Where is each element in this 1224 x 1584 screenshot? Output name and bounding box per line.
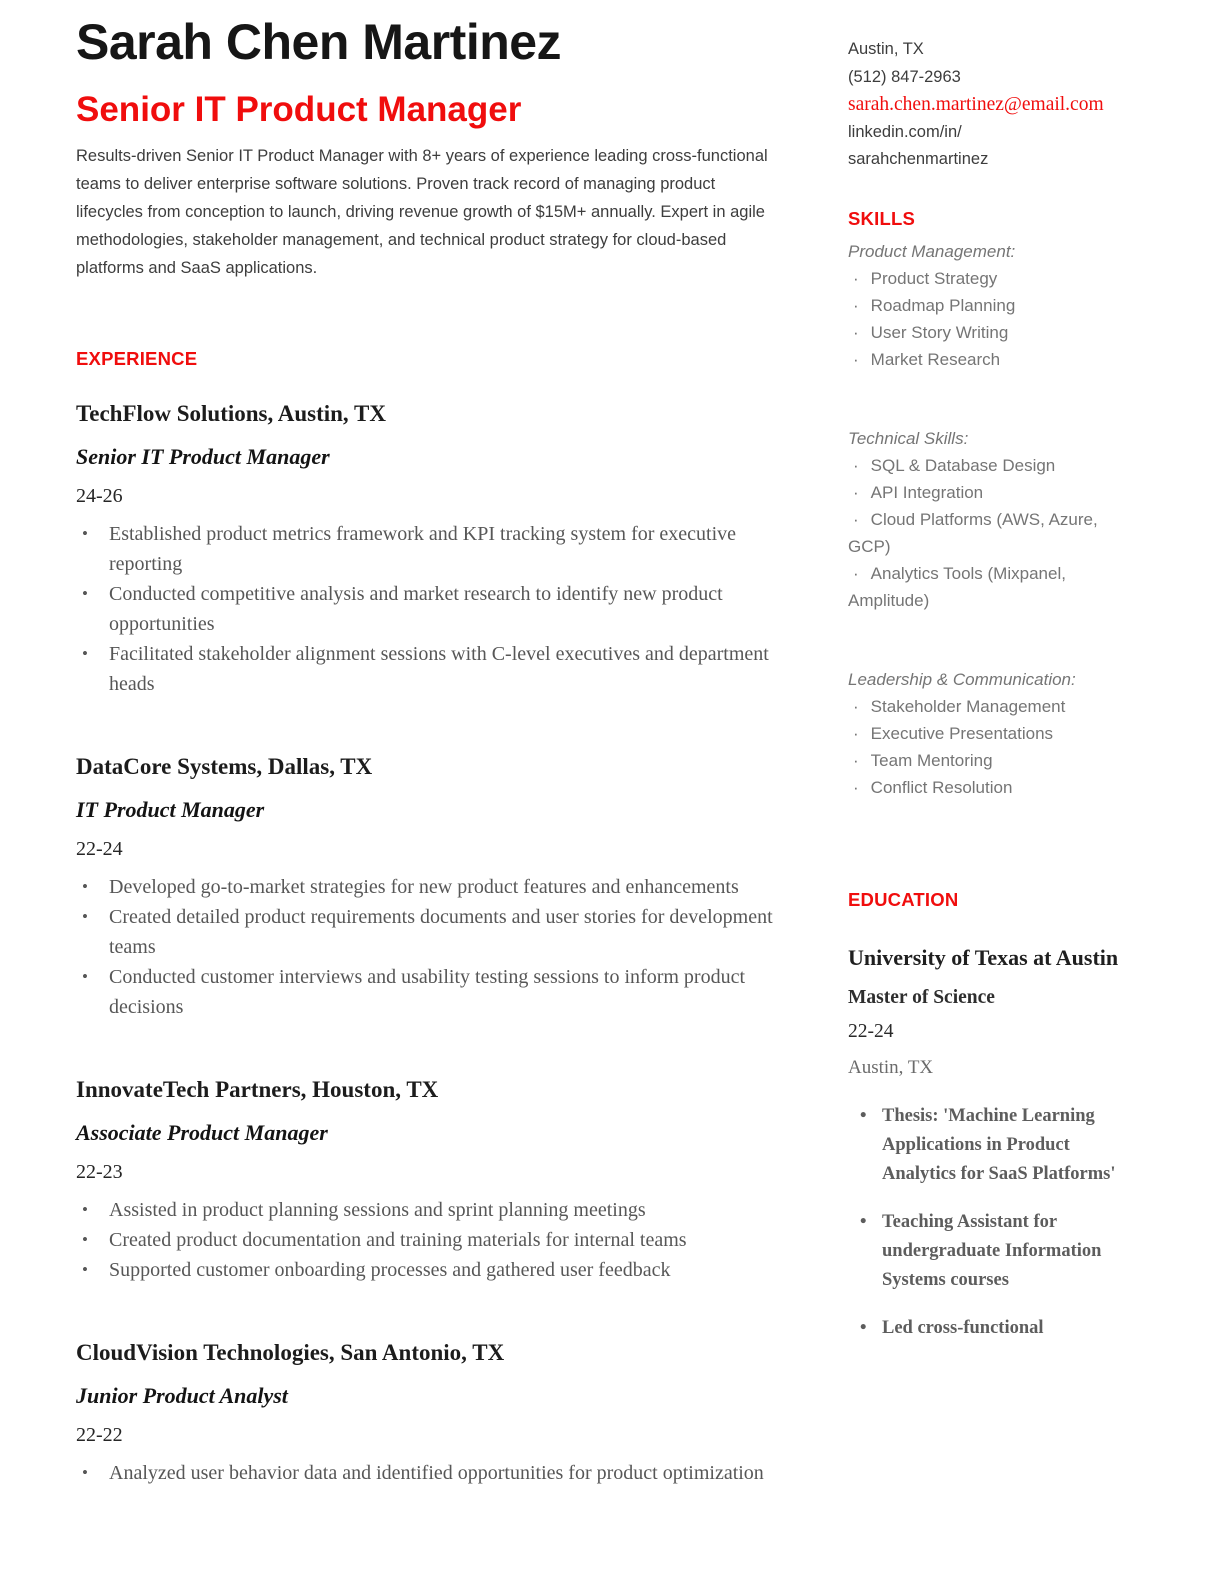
job-company: InnovateTech Partners, Houston, TX [76, 1077, 439, 1102]
sidebar-column [848, 0, 1124, 1362]
skill-item [848, 479, 1124, 506]
dot-bullet-icon: · [853, 564, 859, 583]
bullet-icon: • [82, 1463, 88, 1482]
bullet-icon: • [860, 1318, 867, 1338]
bullet-icon: • [82, 1230, 88, 1249]
job-title: IT Product Manager [76, 797, 265, 822]
summary-paragraph: Results-driven Senior IT Product Manager with 8+ years of experience leading cross-functional teams to deliver enterprise software solutions. Proven track record of managing product lifecycles from conception to launch, driving revenue growth of $15M+ annually. Expert in agile methodologies, stakeholder management, and technical product strategy for cloud-based platforms and SaaS applications. [76, 147, 768, 277]
job-company: TechFlow Solutions, Austin, TX [76, 401, 386, 426]
experience-section-heading: EXPERIENCE [76, 348, 198, 369]
skill-item [848, 560, 1124, 614]
job-title: Junior Product Analyst [76, 1383, 288, 1408]
person-name: Sarah Chen Martinez [76, 14, 562, 70]
main-column [76, 0, 776, 1488]
education-section-heading: EDUCATION [848, 889, 959, 910]
job-title: Senior IT Product Manager [76, 444, 330, 469]
job-bullet [76, 1195, 776, 1225]
contact-email-link[interactable]: sarah.chen.martinez@email.com [848, 94, 1104, 115]
education-bullet [848, 1208, 1124, 1295]
linkedin-url-line1: linkedin.com/in/ [848, 122, 962, 141]
education-bullet-text: Led cross-functional [882, 1318, 1044, 1338]
skill-item-text: Roadmap Planning [870, 296, 1016, 315]
contact-location: Austin, TX [848, 40, 924, 58]
job-bullet [76, 962, 776, 1022]
job-bullet [76, 1225, 776, 1255]
job-bullet-text: Created product documentation and training materials for internal teams [109, 1229, 687, 1251]
skill-group [848, 425, 1124, 614]
bullet-icon: • [860, 1106, 867, 1126]
dot-bullet-icon: · [853, 350, 859, 369]
bullet-icon: • [860, 1212, 867, 1232]
job-bullet-list [76, 519, 776, 699]
job-bullet [76, 519, 776, 579]
job-company: DataCore Systems, Dallas, TX [76, 754, 373, 779]
job-bullet-text: Developed go-to-market strategies for new product features and enhancements [109, 876, 739, 898]
dot-bullet-icon: · [853, 269, 859, 288]
job-entry [76, 1337, 776, 1488]
education-bullet [848, 1314, 1124, 1343]
skill-item-text: User Story Writing [870, 323, 1009, 342]
education-bullet-text: Teaching Assistant for undergraduate Information Systems courses [882, 1212, 1102, 1290]
skill-group [848, 238, 1124, 373]
dot-bullet-icon: · [853, 697, 859, 716]
job-dates: 22-22 [76, 1424, 123, 1446]
skill-item [848, 506, 1124, 560]
job-dates: 24-26 [76, 485, 123, 507]
education-bullet-text: Thesis: 'Machine Learning Applications in Product Analytics for SaaS Platforms' [882, 1106, 1116, 1184]
job-title: Associate Product Manager [76, 1120, 328, 1145]
job-bullet-text: Conducted competitive analysis and market research to identify new product opportunities [109, 583, 723, 635]
skill-group [848, 666, 1124, 801]
education-bullet-list [848, 1102, 1124, 1343]
skill-item-text: SQL & Database Design [870, 456, 1056, 475]
skill-item [848, 346, 1124, 373]
contact-linkedin-link[interactable] [848, 119, 1124, 174]
skill-item [848, 292, 1124, 319]
job-bullet [76, 1255, 776, 1285]
job-bullet-text: Facilitated stakeholder alignment sessions with C-level executives and department heads [109, 643, 769, 695]
job-bullet-text: Conducted customer interviews and usability testing sessions to inform product decisions [109, 966, 746, 1018]
job-dates: 22-23 [76, 1161, 123, 1183]
skill-group-label: Product Management: [848, 242, 1016, 261]
dot-bullet-icon: · [853, 778, 859, 797]
dot-bullet-icon: · [853, 724, 859, 743]
dot-bullet-icon: · [853, 483, 859, 502]
education-bullet [848, 1102, 1124, 1189]
bullet-icon: • [82, 524, 88, 543]
contact-block [848, 36, 1124, 208]
skill-item-text: Analytics Tools (Mixpanel, Amplitude) [848, 564, 1066, 610]
skills-section-heading: SKILLS [848, 208, 915, 229]
skill-item-text: Team Mentoring [870, 751, 993, 770]
job-bullet-list [76, 1195, 776, 1285]
job-bullet [76, 639, 776, 699]
job-bullet-text: Created detailed product requirements documents and user stories for development teams [109, 906, 773, 958]
skill-item-text: Stakeholder Management [870, 697, 1066, 716]
skill-item [848, 452, 1124, 479]
skill-item [848, 319, 1124, 346]
bullet-icon: • [82, 1200, 88, 1219]
job-entry [76, 1074, 776, 1285]
bullet-icon: • [82, 907, 88, 926]
education-degree: Master of Science [848, 987, 995, 1008]
skill-item-text: Cloud Platforms (AWS, Azure, GCP) [848, 510, 1098, 556]
skill-group-label: Technical Skills: [848, 429, 969, 448]
skill-item [848, 720, 1124, 747]
bullet-icon: • [82, 967, 88, 986]
job-entry [76, 751, 776, 1022]
job-company: CloudVision Technologies, San Antonio, TX [76, 1340, 505, 1365]
job-bullet [76, 902, 776, 962]
skill-item-text: Product Strategy [870, 269, 998, 288]
education-location: Austin, TX [848, 1057, 934, 1078]
dot-bullet-icon: · [853, 510, 859, 529]
job-bullet-list [76, 1458, 776, 1488]
dot-bullet-icon: · [853, 456, 859, 475]
skill-item-text: API Integration [870, 483, 984, 502]
job-bullet [76, 1458, 776, 1488]
job-bullet-text: Analyzed user behavior data and identified opportunities for product optimization [109, 1462, 764, 1484]
skill-item [848, 747, 1124, 774]
job-bullet [76, 872, 776, 902]
bullet-icon: • [82, 1260, 88, 1279]
job-bullet-list [76, 872, 776, 1022]
job-entry [76, 398, 776, 699]
contact-phone: (512) 847-2963 [848, 67, 961, 86]
bullet-icon: • [82, 877, 88, 896]
bullet-icon: • [82, 644, 88, 663]
job-bullet-text: Assisted in product planning sessions and sprint planning meetings [109, 1199, 646, 1221]
education-school: University of Texas at Austin [848, 945, 1119, 970]
skill-item-text: Market Research [870, 350, 1001, 369]
job-dates: 22-24 [76, 838, 123, 860]
job-bullet [76, 579, 776, 639]
person-title: Senior IT Product Manager [76, 90, 522, 129]
skill-item-text: Executive Presentations [870, 724, 1054, 743]
education-dates: 22-24 [848, 1021, 894, 1042]
skill-item [848, 693, 1124, 720]
bullet-icon: • [82, 584, 88, 603]
linkedin-url-line2: sarahchenmartinez [848, 150, 989, 168]
dot-bullet-icon: · [853, 751, 859, 770]
job-bullet-text: Established product metrics framework and KPI tracking system for executive reporting [109, 523, 737, 575]
dot-bullet-icon: · [853, 323, 859, 342]
skill-item-text: Conflict Resolution [870, 778, 1013, 797]
skill-item [848, 774, 1124, 801]
skill-item [848, 265, 1124, 292]
skill-group-label: Leadership & Communication: [848, 670, 1076, 689]
dot-bullet-icon: · [853, 296, 859, 315]
job-bullet-text: Supported customer onboarding processes and gathered user feedback [109, 1259, 671, 1281]
